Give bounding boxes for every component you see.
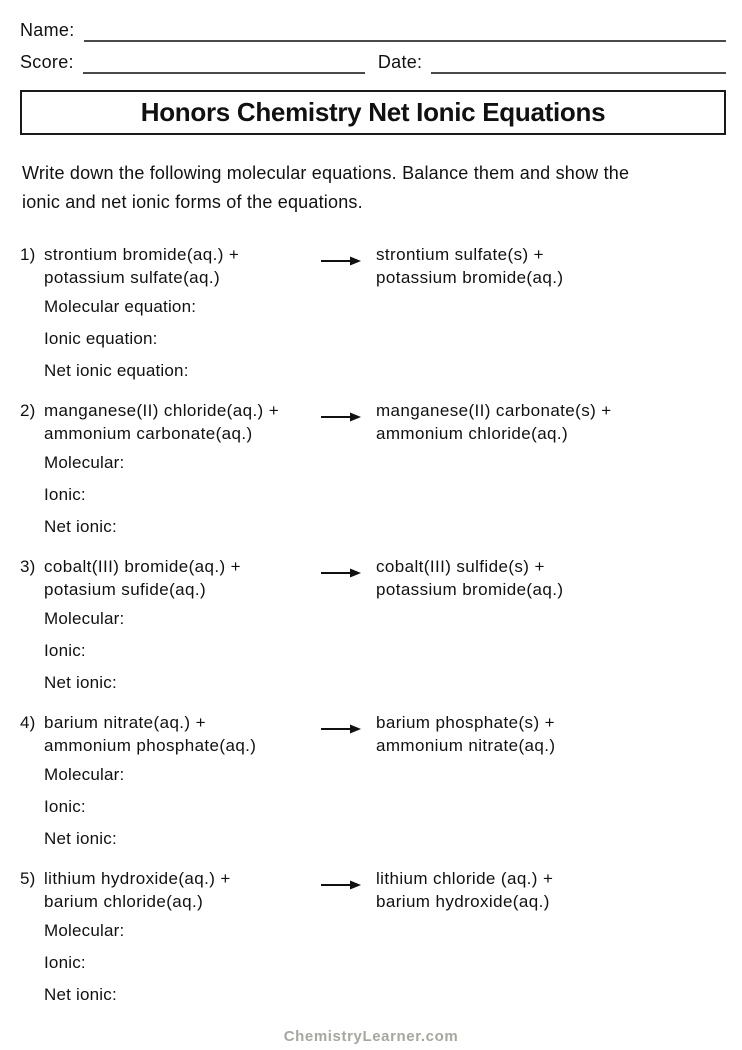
- reactants-line-1: strontium bromide(aq.) +: [44, 245, 240, 264]
- footer-brand: ChemistryLearner.com: [283, 1028, 459, 1045]
- date-label: Date:: [377, 52, 423, 72]
- name-label: Name:: [20, 20, 75, 40]
- net-ionic-equation-label: Net ionic:: [44, 673, 117, 692]
- reactants-block: [44, 867, 306, 913]
- molecular-equation-label: Molecular:: [44, 453, 125, 472]
- products-line-2: ammonium nitrate(aq.): [376, 736, 556, 755]
- molecular-equation-label: Molecular:: [44, 765, 125, 784]
- molecular-equation-label: Molecular equation:: [44, 297, 197, 316]
- reaction-arrow-cell: [306, 867, 376, 913]
- right-arrow-icon: [321, 880, 361, 890]
- score-blank-line: [83, 56, 365, 74]
- score-date-field-row: [20, 52, 726, 74]
- net-ionic-equation-label: Net ionic equation:: [44, 361, 189, 380]
- reactants-line-2: potassium sulfate(aq.): [44, 268, 221, 287]
- problem-item: [20, 399, 726, 535]
- products-line-2: ammonium chloride(aq.): [376, 424, 569, 443]
- problem-number: 4): [20, 713, 36, 732]
- problem-number: 3): [20, 557, 36, 576]
- products-line-1: cobalt(III) sulfide(s) +: [376, 557, 545, 576]
- page-title: Honors Chemistry Net Ionic Equations: [140, 97, 606, 127]
- products-line-1: manganese(II) carbonate(s) +: [376, 401, 612, 420]
- problem-equation-header: [20, 555, 726, 601]
- problem-item: [20, 867, 726, 1003]
- problem-equation-header: [20, 243, 726, 289]
- problem-number: 2): [20, 401, 36, 420]
- reactants-line-1: manganese(II) chloride(aq.) +: [44, 401, 280, 420]
- right-arrow-icon: [321, 412, 361, 422]
- molecular-equation-label: Molecular:: [44, 609, 125, 628]
- instructions-text: [22, 159, 726, 217]
- right-arrow-icon: [321, 568, 361, 578]
- instructions-line-1: Write down the following molecular equations. Balance them and show the: [22, 163, 630, 183]
- name-field-row: [20, 20, 726, 42]
- products-block: [376, 867, 726, 913]
- products-line-1: barium phosphate(s) +: [376, 713, 555, 732]
- problem-equation-header: [20, 711, 726, 757]
- products-block: [376, 399, 726, 445]
- reactants-block: [44, 243, 306, 289]
- instructions-line-2: ionic and net ionic forms of the equations.: [22, 192, 363, 212]
- products-line-1: lithium chloride (aq.) +: [376, 869, 554, 888]
- molecular-equation-label: Molecular:: [44, 921, 125, 940]
- reactants-line-2: ammonium carbonate(aq.): [44, 424, 253, 443]
- problem-item: [20, 555, 726, 691]
- products-block: [376, 711, 726, 757]
- problem-item: [20, 711, 726, 847]
- ionic-equation-label: Ionic:: [44, 485, 86, 504]
- name-blank-line: [84, 24, 726, 42]
- reaction-arrow-cell: [306, 555, 376, 601]
- ionic-equation-label: Ionic:: [44, 641, 86, 660]
- reactants-line-2: potasium sufide(aq.): [44, 580, 207, 599]
- net-ionic-equation-label: Net ionic:: [44, 517, 117, 536]
- problem-number: 5): [20, 869, 36, 888]
- reactants-line-1: cobalt(III) bromide(aq.) +: [44, 557, 242, 576]
- ionic-equation-label: Ionic equation:: [44, 329, 158, 348]
- date-blank-line: [431, 56, 726, 74]
- products-line-2: potassium bromide(aq.): [376, 268, 564, 287]
- reaction-arrow-cell: [306, 243, 376, 289]
- right-arrow-icon: [321, 724, 361, 734]
- reaction-arrow-cell: [306, 399, 376, 445]
- problem-equation-header: [20, 399, 726, 445]
- problem-number: 1): [20, 245, 36, 264]
- reactants-block: [44, 711, 306, 757]
- reactants-line-2: ammonium phosphate(aq.): [44, 736, 257, 755]
- products-line-2: barium hydroxide(aq.): [376, 892, 550, 911]
- title-box: [20, 90, 726, 135]
- reactants-block: [44, 399, 306, 445]
- ionic-equation-label: Ionic:: [44, 797, 86, 816]
- reactants-line-2: barium chloride(aq.): [44, 892, 204, 911]
- products-line-2: potassium bromide(aq.): [376, 580, 564, 599]
- problem-item: [20, 243, 726, 379]
- net-ionic-equation-label: Net ionic:: [44, 985, 117, 1004]
- net-ionic-equation-label: Net ionic:: [44, 829, 117, 848]
- score-label: Score:: [20, 52, 74, 72]
- products-block: [376, 243, 726, 289]
- problem-equation-header: [20, 867, 726, 913]
- reactants-line-1: lithium hydroxide(aq.) +: [44, 869, 231, 888]
- reaction-arrow-cell: [306, 711, 376, 757]
- ionic-equation-label: Ionic:: [44, 953, 86, 972]
- products-line-1: strontium sulfate(s) +: [376, 245, 544, 264]
- problems-list: [20, 243, 726, 1003]
- right-arrow-icon: [321, 256, 361, 266]
- products-block: [376, 555, 726, 601]
- reactants-line-1: barium nitrate(aq.) +: [44, 713, 206, 732]
- reactants-block: [44, 555, 306, 601]
